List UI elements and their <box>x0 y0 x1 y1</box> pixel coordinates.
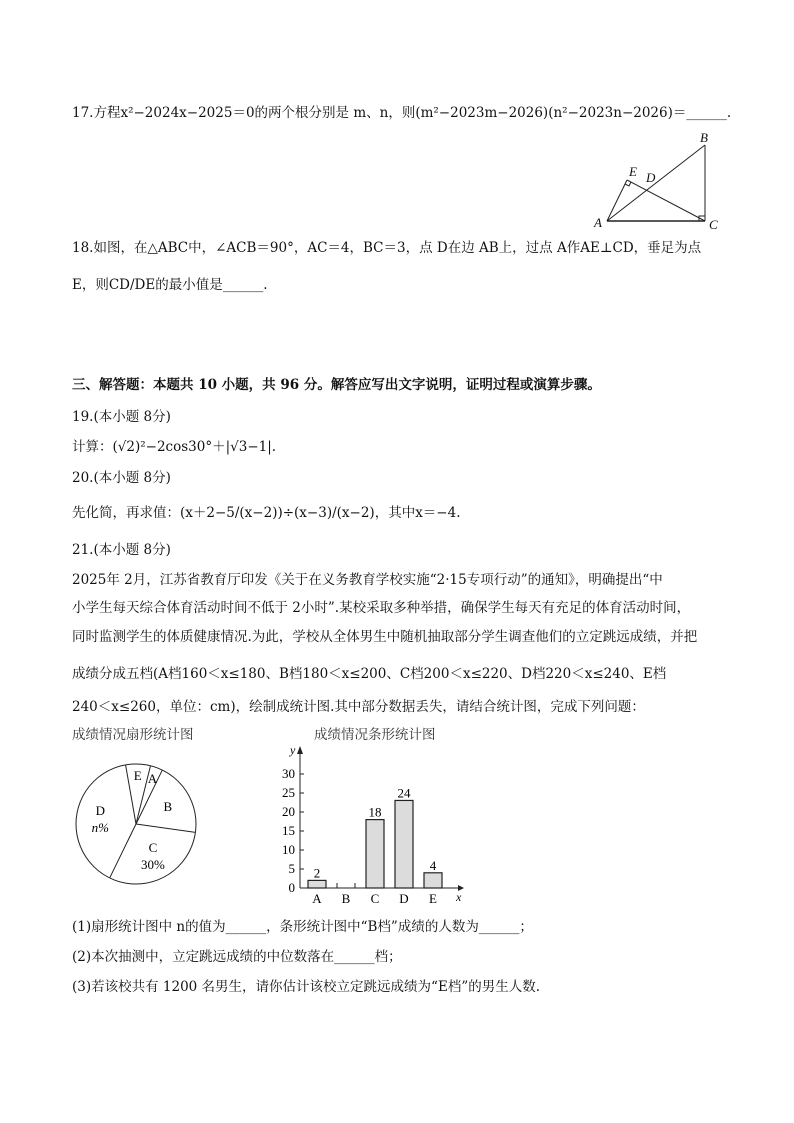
y-tick-label-5: 5 <box>288 861 295 876</box>
label-d: D <box>646 170 656 185</box>
pie-slice-label-d: D <box>95 802 106 818</box>
pie-chart-title: 成绩情况扇形统计图 <box>72 727 194 743</box>
question-21-sub-1: (1)扇形统计图中 n的值为______，条形统计图中“B档”成绩的人数为______； <box>72 919 533 935</box>
x-tick-label-a: A <box>312 891 322 906</box>
y-tick-label-30: 30 <box>282 766 295 781</box>
question-21-para-4: 成绩分成五档(A档160＜x≤180、B档180＜x≤200、C档200＜x≤220、D档220＜x≤240、E档 <box>72 666 667 682</box>
bar-chart-title: 成绩情况条形统计图 <box>314 727 436 743</box>
question-21-para-1: 2025年 2月，江苏省教育厅印发《关于在义务教育学校实施“2·15专项行动”的通知》，明确提出“中 <box>72 572 663 588</box>
y-tick-label-25: 25 <box>282 785 295 800</box>
label-b: B <box>700 130 708 145</box>
bar-data-label-c: 18 <box>368 804 382 820</box>
bar-a <box>308 880 326 888</box>
segment-ab <box>607 145 705 221</box>
pie-slice-value-c: 30% <box>140 856 165 872</box>
pie-slice-label-c: C <box>148 839 158 855</box>
segment-ce <box>627 180 705 221</box>
question-21-para-2: 小学生每天综合体育活动时间不低于 2小时”.某校采取多种举措，确保学生每天有充足的体育活动时间， <box>72 600 691 616</box>
question-21-para-5: 240＜x≤260，单位：cm)，绘制成统计图.其中部分数据丢失，请结合统计图，完成下列问题： <box>72 699 645 715</box>
question-21-sub-2: (2)本次抽测中，立定跳远成绩的中位数落在______档； <box>72 949 402 965</box>
bar-chart <box>270 740 470 910</box>
question-19-header: 19.(本小题 8分) <box>72 409 171 425</box>
bar-data-label-a: 2 <box>313 865 321 881</box>
x-axis-label: x <box>456 890 462 904</box>
label-a: A <box>594 215 602 230</box>
bar-data-label-e: 4 <box>429 857 437 873</box>
bar-c <box>366 820 384 888</box>
label-e: E <box>629 164 637 179</box>
bar-d <box>395 800 413 888</box>
pie-slice-label-e: E <box>133 768 142 784</box>
bar-e <box>424 873 442 888</box>
pie-slice-value-d: n% <box>91 819 110 835</box>
question-19-text: 计算：(√2)²−2cos30°＋|√3−1|. <box>72 439 277 455</box>
x-tick-label-d: D <box>399 891 409 906</box>
question-21-header: 21.(本小题 8分) <box>72 542 171 558</box>
question-21-para-3: 同时监测学生的体质健康情况.为此，学校从全体男生中随机抽取部分学生调查他们的立定跳远成绩，并把 <box>72 629 698 645</box>
section-3-heading: 三、解答题：本题共 10 小题，共 96 分。解答应写出文字说明，证明过程或演算步骤。 <box>72 377 601 393</box>
question-18-line1: 18.如图，在△ABC中，∠ACB＝90°，AC＝4，BC＝3，点 D在边 AB上，过点 A作AE⊥CD，垂足为点 <box>72 240 702 256</box>
y-axis-arrow <box>297 746 303 754</box>
question-20-text: 先化简，再求值：(x＋2−5/(x−2))÷(x−3)/(x−2)，其中x＝−4. <box>72 505 461 521</box>
pie-slice-label-a: A <box>147 770 158 786</box>
bar-data-label-d: 24 <box>397 785 411 801</box>
segment-ae <box>607 180 627 221</box>
question-17: 17.方程x²−2024x−2025＝0的两个根分别是 m、n，则(m²−2023m−2026)(n²−2023n−2026)＝______. <box>72 105 732 121</box>
pie-slice-label-b: B <box>163 799 173 815</box>
question-18-line2: E，则CD/DE的最小值是______. <box>72 277 268 293</box>
x-tick-label-c: C <box>370 891 380 906</box>
x-tick-label-b: B <box>341 891 351 906</box>
y-axis-label: y <box>290 743 296 757</box>
x-tick-label-e: E <box>429 891 437 906</box>
triangle-figure <box>590 128 730 238</box>
y-tick-label-20: 20 <box>282 804 295 819</box>
pie-chart <box>70 758 205 893</box>
y-tick-label-0: 0 <box>288 880 295 895</box>
question-21-sub-3: (3)若该校共有 1200 名男生，请你估计该校立定跳远成绩为“E档”的男生人数. <box>72 979 541 995</box>
y-tick-label-15: 15 <box>282 823 295 838</box>
question-20-header: 20.(本小题 8分) <box>72 470 171 486</box>
y-tick-label-10: 10 <box>282 842 295 857</box>
label-c: C <box>709 217 718 232</box>
